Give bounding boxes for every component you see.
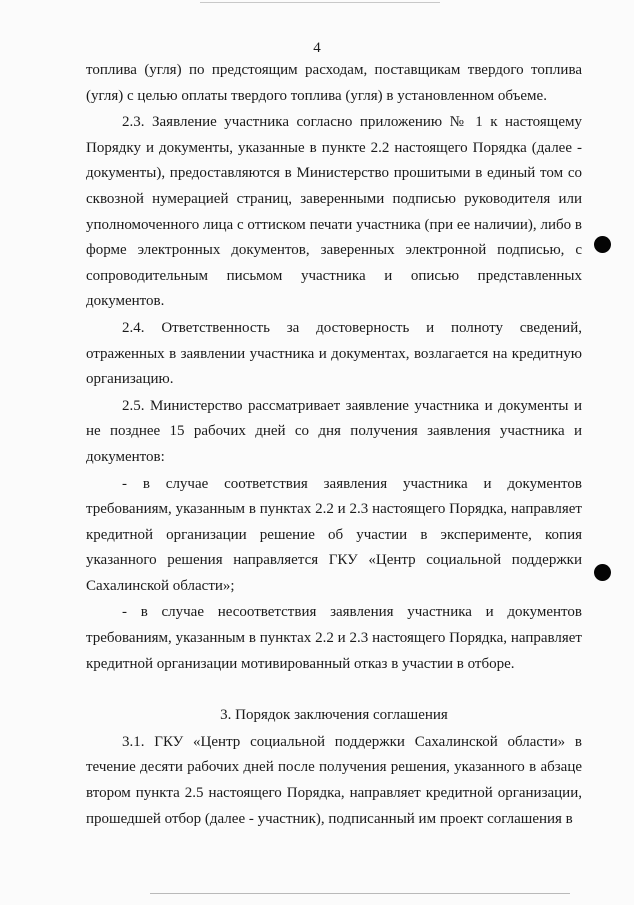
list-item-compliance: - в случае соответствия заявления участника и документов требованиям, указанным в пунктах 2.2 и 2.3 настоящего Порядка, направляет кредитной организации решение об участии в эксперименте, копия указанного решения направляется ГКУ «Центр социальной поддержки Сахалинской области»;: [86, 475, 582, 594]
paragraph-2-4: 2.4. Ответственность за достоверность и полноту сведений, отраженных в заявлении участника и документах, возлагается на кредитную организацию.: [86, 319, 582, 388]
section-3-heading: 3. Порядок заключения соглашения: [220, 707, 448, 724]
document-body: [86, 58, 582, 832]
paragraph-3-1: 3.1. ГКУ «Центр социальной поддержки Сахалинской области» в течение десяти рабочих дней после получения решения, указанного в абзаце втором пункта 2.5 настоящего Порядка, направляет кредитной организации, прошедшей отбор (далее - участник), подписанный им проект соглашения в: [86, 733, 582, 827]
list-item-noncompliance: - в случае несоответствия заявления участника и документов требованиям, указанным в пунктах 2.2 и 2.3 настоящего Порядка, направляет кредитной организации мотивированный отказ в участии в отборе.: [86, 604, 582, 672]
punch-hole-mark: [594, 564, 611, 581]
punch-hole-mark: [594, 236, 611, 253]
paragraph-continuation: топлива (угля) по предстоящим расходам, поставщикам твердого топлива (угля) с целью оплаты твердого топлива (угля) в установленном объеме.: [86, 62, 582, 104]
scan-edge-bottom: [150, 893, 570, 894]
page-number: 4: [313, 40, 321, 56]
scan-edge-top: [200, 2, 440, 3]
paragraph-2-3: 2.3. Заявление участника согласно приложению № 1 к настоящему Порядку и документы, указанные в пункте 2.2 настоящего Порядка (далее - документы), предоставляются в Министерство прошитыми в единый том со сквозной нумерацией страниц, заверенными подписью руководителя или уполномоченного лица с оттиском печати участника (при ее наличии), либо в форме электронных документов, заверенных электронной подписью, с сопроводительным письмом участника и описью представленных документов.: [86, 114, 582, 310]
paragraph-2-5: 2.5. Министерство рассматривает заявление участника и документы и не позднее 15 рабочих дней со дня получения заявления участника и документов:: [86, 397, 582, 465]
